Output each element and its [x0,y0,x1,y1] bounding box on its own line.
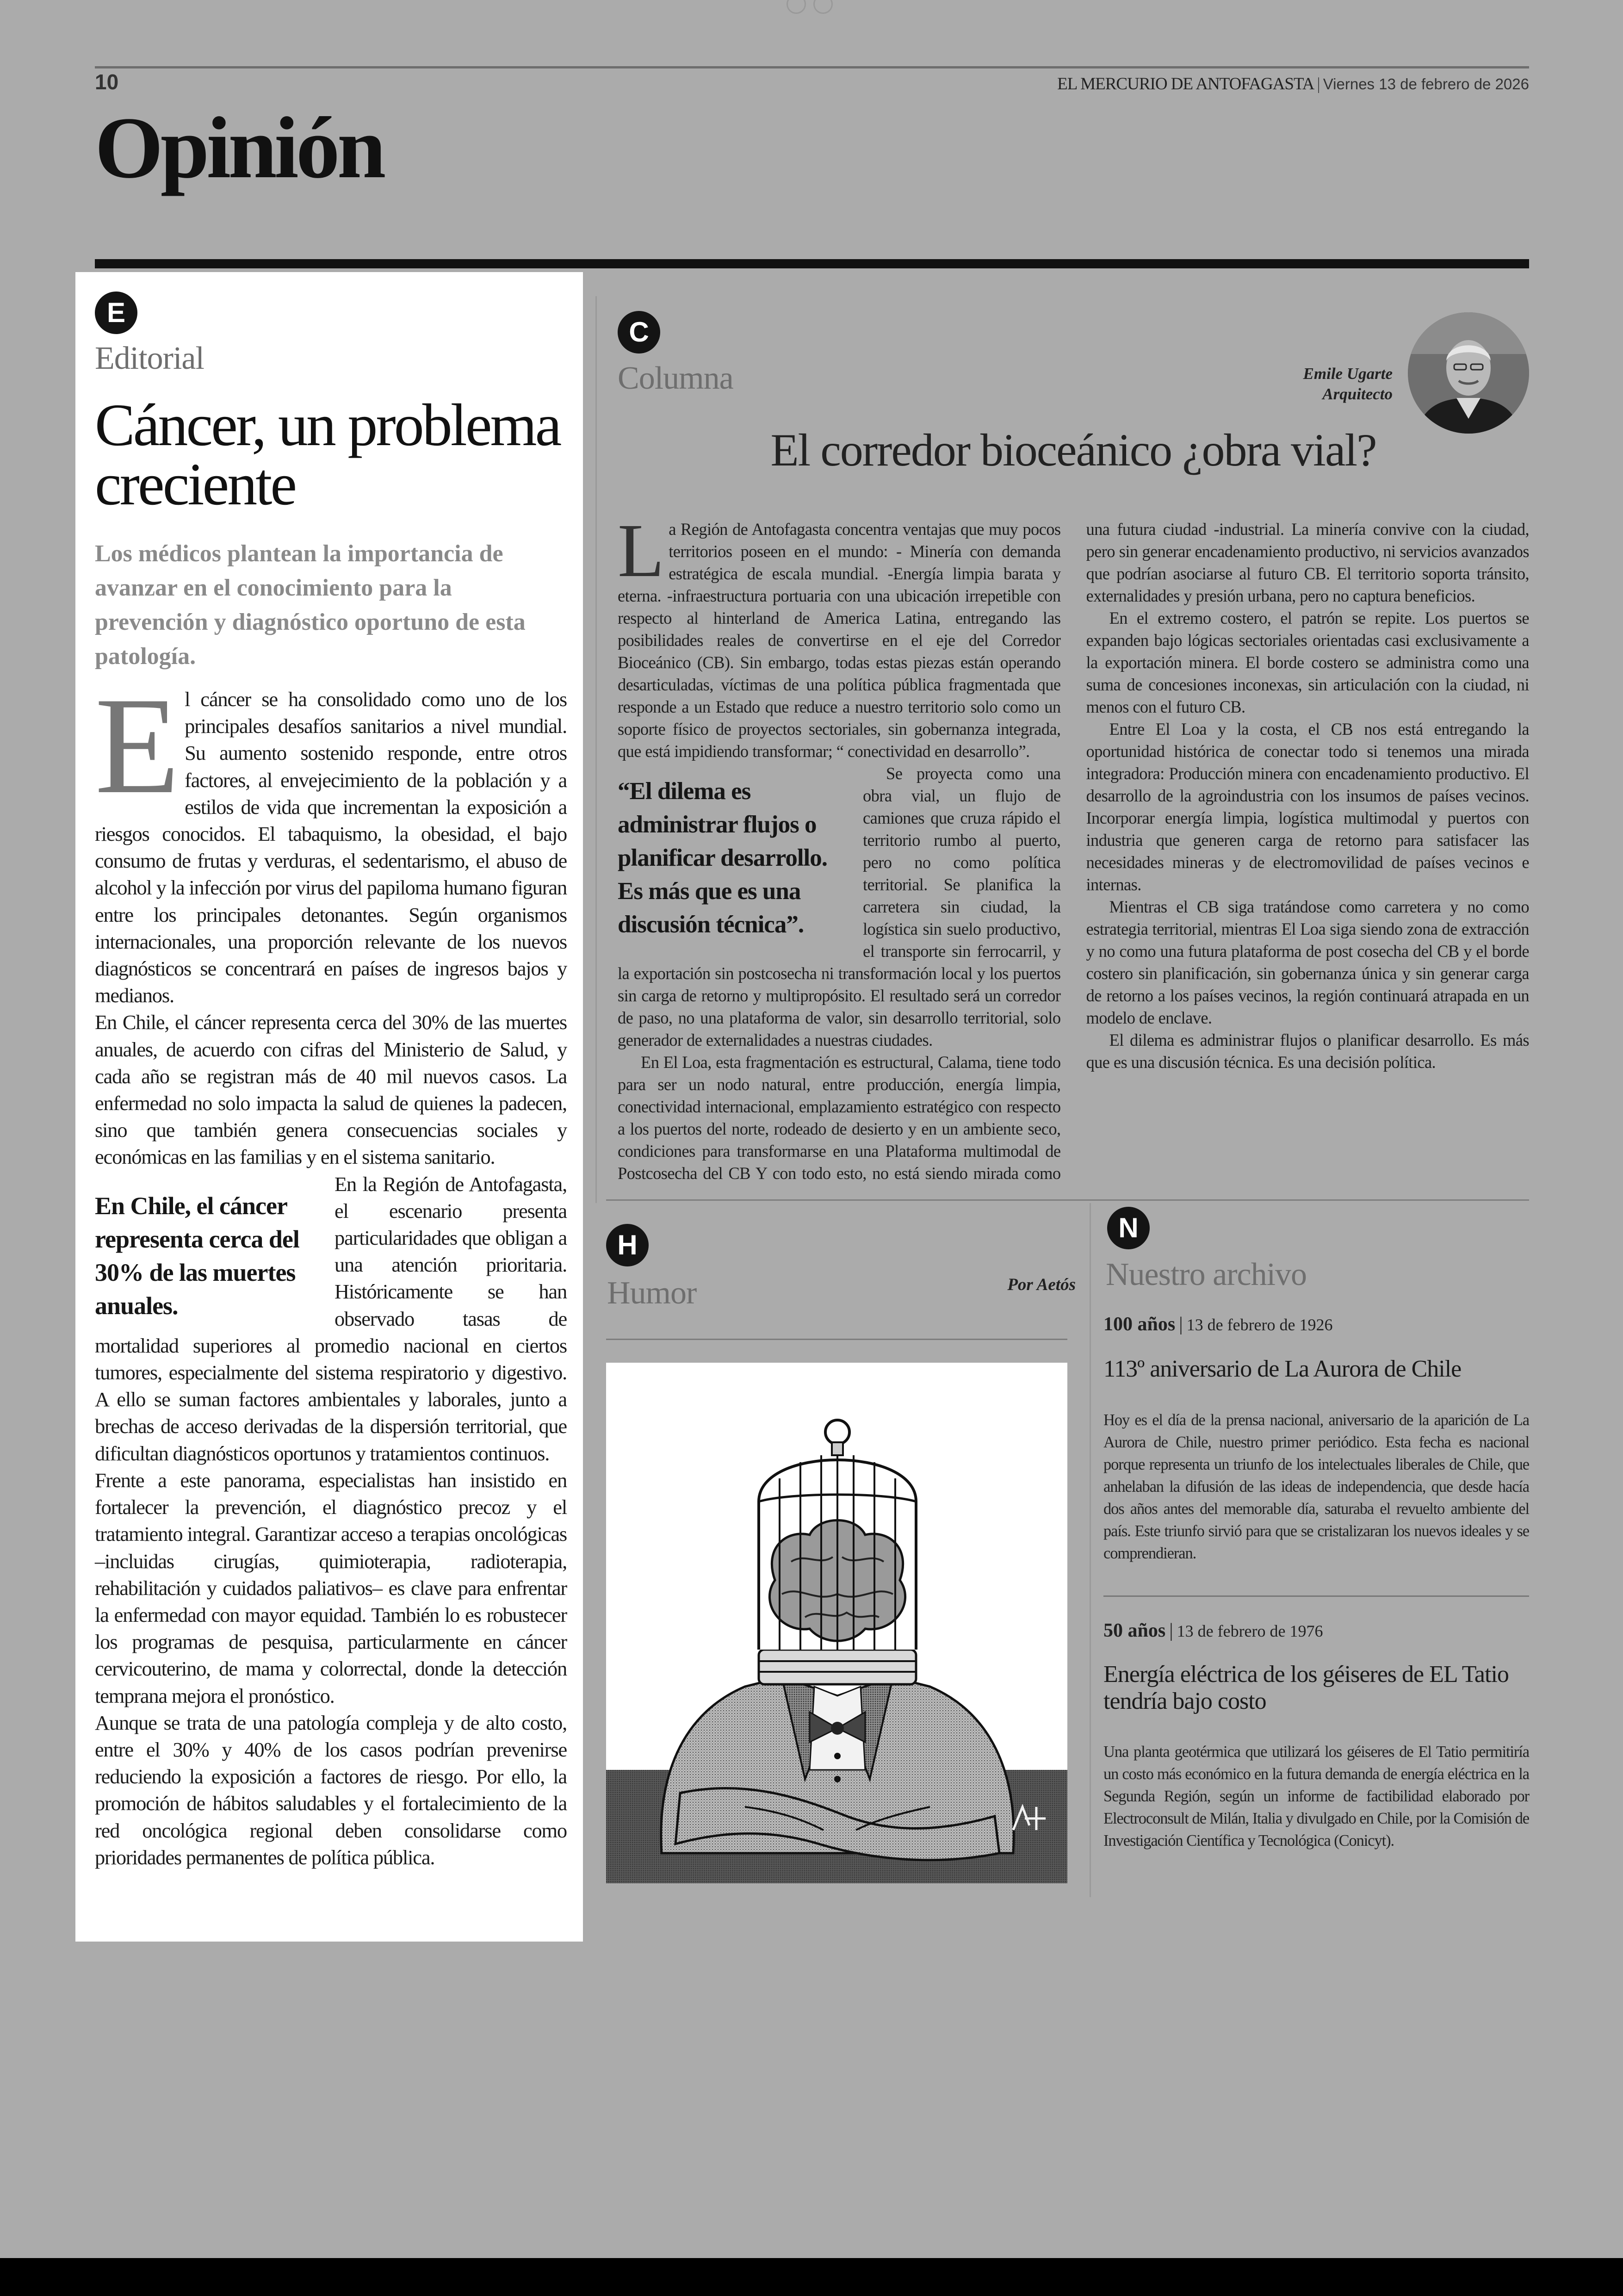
section-bar [95,259,1529,268]
caged-brain-cartoon-icon [606,1363,1067,1883]
next-page-dot-icon[interactable] [813,0,833,14]
humor-archive-divider [1090,1203,1091,1897]
archive-body: Hoy es el día de la prensa nacional, aniversario de la aparición de La Aurora de Chile, nuestro primer periódico. Esta fecha es nacional porque representa un triunfo de los intelectuales liberales de Chile, que anhelaban la difusión de las ideas de independencia, que desde hacía dos años antes del memorable día, saturaba el revuelto ambiente del país. Este triunfo sirvió para que se cristalizaran los nuevos ideales y se comprendieran. [1103,1411,1529,1562]
page-nav-indicator[interactable] [787,0,833,14]
archive-item-date-line: 50 años | 13 de febrero de 1976 [1103,1620,1323,1641]
archive-kicker: Nuestro archivo [1106,1257,1307,1292]
prev-page-dot-icon[interactable] [787,0,806,14]
author-portrait-icon [1408,312,1529,434]
column-paragraph: a Región de Antofagasta concentra ventajas que muy pocos territorios poseen en el mundo: - Minería con demanda estratégica de escala mundial. -Energía limpia barata y eterna. -infraestructura portuaria con una ubicación irrepetible con respecto al hinterland de America Latina, entregando las posibilidades reales de convertirse en el eje del Corredor Bioceánico (CB). Sin embargo, todas estas piezas están operando desarticuladas, víctimas de una política pública fragmentada que responde a un Estado que reduce a nuestro territorio solo como un soporte físico de proyectos sectoriales, sin gobernanza integrada, que está impidiendo transformar; “ conectividad en desarrollo”. [618,520,1061,761]
editorial-title: Cáncer, un problema creciente [95,392,560,518]
humor-author: Por Aetós [1007,1275,1076,1294]
humor-badge: H [606,1224,649,1266]
editorial-paragraph: Frente a este panorama, especialistas han insistido en fortalecer la prevención, el diagnóstico precoz y el tratamiento integral. Garantizar acceso a terapias oncológicas –incluidas cirugías, quimioterapia, radioterapia, rehabilitación y cuidados paliativos– es clave para enfrentar la enfermedad con mayor equidad. También lo es robustecer los programas de pesquisa, particularmente en cáncer cervicouterino, de mama y colorrectal, donde la detección temprana mejora el pronóstico. [95,1468,567,1707]
column-title: El corredor bioceánico ¿obra vial? [770,424,1376,476]
archive-body: Una planta geotérmica que utilizará los géiseres de El Tatio permitiría un costo más económico en la futura demanda de energía eléctrica en la Segunda Región, según un informe de factibilidad elaborado por Electroconsult de Milán, Italia y divulgado en Chile, por la Comisión de Investigación Científica y Tecnológica (Conicyt). [1103,1743,1529,1849]
archive-date: 13 de febrero de 1926 [1186,1316,1333,1334]
column-paragraph: Entre El Loa y la costa, el CB nos está entregando la oportunidad histórica de conectar todo si tenemos una mirada integradora: Producción minera con encadenamiento productivo. El desarrollo de la agroindustria con los insumos de países vecinos. Incorporar energía limpia, logística multimodal y puertos con industria que generen carga de retorno para satisfacer las necesidades mineras y de electromovilidad de países vecinos e internas. [1086,720,1529,894]
column-paragraph: En el extremo costero, el patrón se repite. Los puertos se expanden bajo lógicas sectoriales orientadas casi exclusivamente a la exportación minera. El borde costero se administra como una suma de concesiones inconexas, sin articulación con la ciudad, ni menos con el futuro CB. [1086,608,1529,716]
column-divider [595,296,597,1203]
column-paragraph: Se proyecta como una obra vial, un flujo de camiones que cruza rápido el territorio rumbo al puerto, pero no como política territorial. Se planifica la carretera sin ciudad, la logística sin suelo productivo, el transporte sin ferrocarril, y la exportación sin postcosecha ni transformación local y los puertos sin carga de retorno y multipropósito. El resultado será un corredor de paso, no una plataforma de valor, sin desarrollo territorial, solo generador de externalidades a nuestras ciudades. [618,764,1061,1049]
archive-item-date-line: 100 años | 13 de febrero de 1926 [1103,1314,1333,1335]
column-paragraph: Mientras el CB siga tratándose como carretera y no como estrategia territorial, mientras El Loa siga siendo zona de extracción y no como una futura plataforma de post cosecha del CB y el borde costero sin planificación, sin gobernanza única y sin generar carga de retorno a los países vecinos, la región continuará atrapada en un modelo de enclave. [1086,897,1529,1027]
archive-years: 100 años [1103,1314,1176,1335]
column-body [618,508,1529,1198]
editorial-dropcap: E [95,669,180,822]
editorial-paragraph: Aunque se trata de una patología compleja y de alto costo, entre el 30% y 40% de los casos podrían prevenirse reduciendo la exposición a factores de riesgo. Por ello, la promoción de hábitos saludables y el fortalecimiento de la red oncológica regional deben consolidarse como prioridades permanentes de política pública. [95,1711,567,1869]
author-avatar [1408,312,1529,434]
newspaper-name: EL MERCURIO DE ANTOFAGASTA [1057,74,1314,93]
archive-headline: 113º aniversario de La Aurora de Chile [1103,1356,1462,1382]
editorial-paragraph: l cáncer se ha consolidado como uno de los principales desafíos sanitarios a nivel mundial. Su aumento sostenido responde, entre otros factores, al envejecimiento de la población y a estilos de vida que incrementan la exposición a riesgos conocidos. El tabaquismo, la obesidad, el bajo consumo de frutas y verduras, el sedentarismo, el abuso de alcohol y la infección por virus del papiloma humano figuran entre los principales detonantes. Según organismos internacionales, una proporción relevante de los nuevos diagnósticos se concentrará en países de ingresos bajos y medianos. [95,688,567,1007]
archive-badge: N [1107,1207,1150,1249]
column-author-name: Emile Ugarte [1303,365,1393,383]
column-author-role: Arquitecto [1322,385,1393,403]
humor-rule [606,1339,1067,1340]
editorial-paragraph: En Chile, el cáncer representa cerca del 30% de las muertes anuales, de acuerdo con cifras del Ministerio de Salud, y cada año se registran más de 40 mil nuevos casos. La enfermedad no solo impacta la salud de quienes la padecen, sino que también genera consecuencias sociales y económicas en las familias y en el sistema sanitario. [95,1011,567,1169]
column-author [1157,364,1393,404]
editorial-badge: E [95,292,137,334]
archive-rule [1103,1595,1529,1597]
masthead [925,74,1529,94]
section-title: Opinión [95,99,384,197]
column-paragraph: El dilema es administrar flujos o planificar desarrollo. Es más que es una discusión técnica. Es una decisión política. [1086,1030,1529,1072]
page-number: 10 [95,70,119,94]
column-pull-quote: “El dilema es administrar flujos o planificar desarrollo. Es más que es una discusión técnica”. [618,778,828,938]
bottom-bar [0,2258,1623,2296]
editorial-subtitle: Los médicos plantean la importancia de avanzar en el conocimiento para la prevención y diagnóstico oportuno de esta patología. [95,540,526,670]
editorial-kicker: Editorial [95,341,204,376]
archive-headline: Energía eléctrica de los géiseres de EL Tatio tendría bajo costo [1103,1661,1509,1714]
masthead-separator: | [1317,74,1320,93]
humor-kicker: Humor [607,1275,697,1311]
editorial-paragraph: En la Región de Antofagasta, el escenario presenta particularidades que obligan a una atención prioritaria. Históricamente se han observado tasas de mortalidad superiores al promedio nacional en ciertos tumores, especialmente del sistema respiratorio y digestivo. A ello se suman factores ambientales y laborales, junto a brechas de acceso derivadas de la dispersión territorial, que dificultan diagnósticos oportunos y tratamientos continuos. [95,1172,567,1465]
column-badge: C [618,311,660,354]
column-kicker: Columna [618,360,733,396]
column-paragraph: En El Loa, esta fragmentación es estructural, Calama, tiene todo para ser un nodo natural, entre producción, energía limpia, conectividad internacional, emplazamiento estratégico con respecto a los puertos del norte, rodeado de desierto y en un ambiente seco, condiciones para transformarse en una Plataforma multimodal de Postcosecha del CB Y con todo esto, no está siendo mirada como una futura ciudad -industrial. La minería convive con la ciudad, pero sin generar encadenamiento productivo, ni servicios avanzados que podrían asociarse al futuro CB. El territorio soporta tránsito, externalidades y presión urbana, pero no captura beneficios. [618,520,1529,1183]
archive-years: 50 años [1103,1620,1166,1641]
publication-date: Viernes 13 de febrero de 2026 [1323,75,1529,93]
column-dropcap: L [618,508,664,593]
humor-cartoon [606,1363,1067,1883]
editorial-pull-quote: En Chile, el cáncer representa cerca del 30% de las muertes anuales. [95,1191,299,1320]
section-divider [606,1199,1529,1201]
archive-date: 13 de febrero de 1976 [1177,1622,1323,1640]
header-rule [95,66,1529,68]
editorial-body [95,669,567,1871]
